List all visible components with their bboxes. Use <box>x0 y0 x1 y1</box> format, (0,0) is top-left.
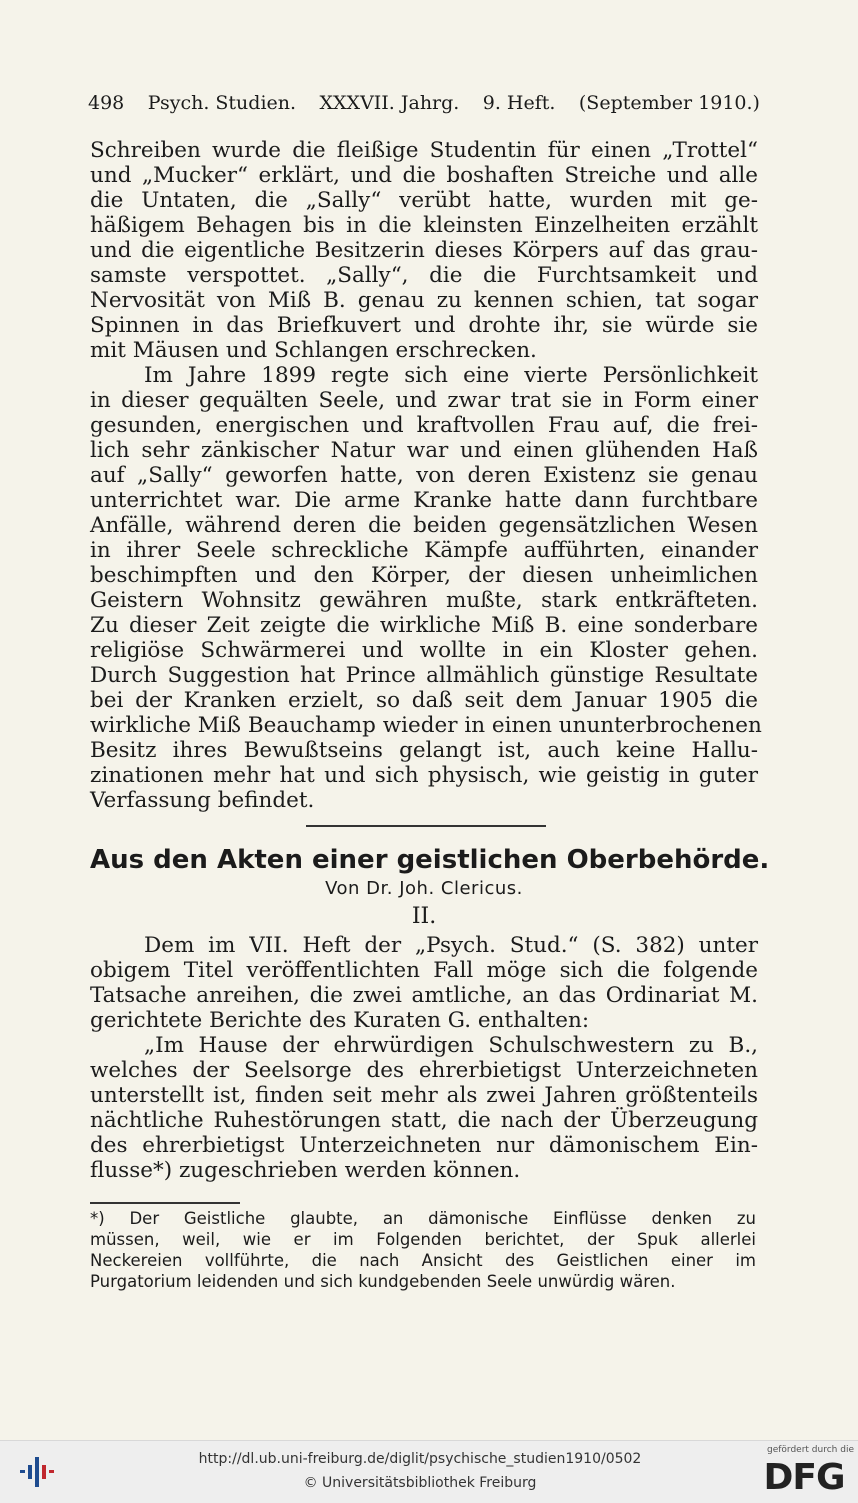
funding-note: gefördert durch die <box>767 1445 854 1455</box>
text-line: auf „Sally“ geworfen hatte, von deren Existenz sie genau <box>90 463 758 488</box>
text-line: Verfassung befindet. <box>90 788 315 813</box>
text-line: bei der Kranken erzielt, so daß seit dem Januar 1905 die <box>90 688 758 713</box>
text-line: gesunden, energischen und kraftvollen Frau auf, die frei- <box>90 413 758 438</box>
issue-date: (September 1910.) <box>578 92 760 114</box>
text-line: unterrichtet war. Die arme Kranke hatte dann furchtbare <box>90 488 758 513</box>
running-header <box>88 90 760 116</box>
text-line: und die eigentliche Besitzerin dieses Körpers auf das grau- <box>90 238 758 263</box>
section-divider <box>306 825 546 827</box>
permalink-url[interactable]: http://dl.ub.uni-freiburg.de/diglit/psychische_studien1910/0502 <box>198 1451 642 1467</box>
paragraph-report-quote <box>90 1033 758 1183</box>
paragraph-intro <box>90 933 758 1033</box>
article-title: Aus den Akten einer geistlichen Oberbehörde. <box>90 845 770 875</box>
text-line: wirkliche Miß Beauchamp wieder in einen ununterbrochenen <box>90 713 762 738</box>
dfg-logo-text: DFG <box>763 1457 845 1495</box>
text-line: Nervosität von Miß B. genau zu kennen schien, tat sogar <box>90 288 758 313</box>
viewer-footer-bar <box>0 1440 858 1503</box>
footnote-line: Purgatorium leidenden und sich kundgebenden Seele unwürdig wären. <box>90 1272 676 1291</box>
page-number: 498 <box>88 92 125 114</box>
section-number: II. <box>411 904 437 929</box>
text-line: Anfälle, während deren die beiden gegensätzlichen Wesen <box>90 513 758 538</box>
text-line: Besitz ihres Bewußtseins gelangt ist, auch keine Hallu- <box>90 738 758 763</box>
text-line: Schreiben wurde die fleißige Studentin für einen „Trottel“ <box>90 138 758 163</box>
text-line: Spinnen in das Briefkuvert und drohte ihr, sie würde sie <box>90 313 758 338</box>
text-line: Tatsache anreihen, die zwei amtliche, an das Ordinariat M. <box>90 983 758 1008</box>
text-line: in ihrer Seele schreckliche Kämpfe aufführten, einander <box>90 538 758 563</box>
text-line: religiöse Schwärmerei und wollte in ein Kloster gehen. <box>90 638 758 663</box>
footnote-line: *) Der Geistliche glaubte, an dämonische Einflüsse denken zu <box>90 1209 756 1228</box>
volume-label: XXXVII. Jahrg. <box>319 92 460 114</box>
text-line: die Untaten, die „Sally“ verübt hatte, wurden mit ge- <box>90 188 758 213</box>
ub-freiburg-logo-icon[interactable] <box>18 1453 58 1491</box>
text-line: nächtliche Ruhestörungen statt, die nach der Überzeugung <box>90 1108 758 1133</box>
footnote-line: Neckereien vollführte, die nach Ansicht des Geistlichen einer im <box>90 1251 756 1270</box>
article-author: Von Dr. Joh. Clericus. <box>325 878 523 899</box>
journal-title: Psych. Studien. <box>147 92 297 114</box>
text-line: Geistern Wohnsitz gewähren mußte, stark entkräfteten. <box>90 588 758 613</box>
copyright-notice: © Universitätsbibliothek Freiburg <box>303 1475 537 1491</box>
text-line: beschimpften und den Körper, der diesen unheimlichen <box>90 563 758 588</box>
text-line: des ehrerbietigst Unterzeichneten nur dämonischem Ein- <box>90 1133 758 1158</box>
text-line: gerichtete Berichte des Kuraten G. enthalten: <box>90 1008 590 1033</box>
text-line: häßigem Behagen bis in die kleinsten Einzelheiten erzählt <box>90 213 758 238</box>
dfg-logo-icon[interactable] <box>758 1455 850 1495</box>
text-line: mit Mäusen und Schlangen erschrecken. <box>90 338 537 363</box>
text-line: welches der Seelsorge des ehrerbietigst Unterzeichneten <box>90 1058 758 1083</box>
footnote-divider <box>90 1202 240 1204</box>
text-line: samste verspottet. „Sally“, die die Furchtsamkeit und <box>90 263 758 288</box>
issue-label: 9. Heft. <box>482 92 556 114</box>
text-line: Im Jahre 1899 regte sich eine vierte Persönlichkeit <box>144 363 758 388</box>
text-line: Dem im VII. Heft der „Psych. Stud.“ (S. 382) unter <box>144 933 758 958</box>
text-line: Durch Suggestion hat Prince allmählich günstige Resultate <box>90 663 758 688</box>
footnote-line: müssen, weil, wie er im Folgenden berichtet, der Spuk allerlei <box>90 1230 756 1249</box>
paragraph-fourth-personality <box>90 363 762 813</box>
text-line: unterstellt ist, finden seit mehr als zwei Jahren größtenteils <box>90 1083 758 1108</box>
text-line: obigem Titel veröffentlichten Fall möge sich die folgende <box>90 958 758 983</box>
text-line: Zu dieser Zeit zeigte die wirkliche Miß B. eine sonderbare <box>90 613 758 638</box>
text-line: zinationen mehr hat und sich physisch, wie geistig in guter <box>90 763 758 788</box>
text-line: und „Mucker“ erklärt, und die boshaften Streiche und alle <box>90 163 758 188</box>
paragraph-continued <box>90 138 758 363</box>
text-line: in dieser gequälten Seele, und zwar trat sie in Form einer <box>90 388 758 413</box>
text-line: „Im Hause der ehrwürdigen Schulschwestern zu B., <box>144 1033 758 1058</box>
text-line: flusse*) zugeschrieben werden können. <box>90 1158 521 1183</box>
footnote <box>90 1208 756 1292</box>
text-line: lich sehr zänkischer Natur war und einen glühenden Haß <box>90 438 758 463</box>
